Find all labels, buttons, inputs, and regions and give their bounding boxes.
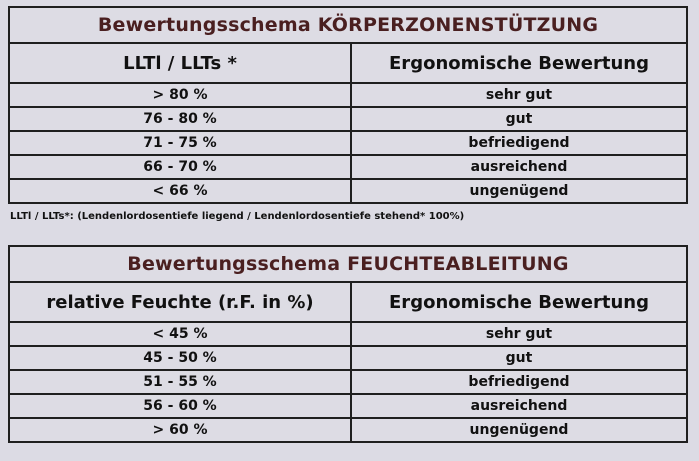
table-row — [10, 179, 686, 202]
column-header-rating: Ergonomische Bewertung — [389, 291, 649, 313]
rating-cell: ungenügend — [351, 418, 686, 441]
range-cell: 76 - 80 % — [10, 107, 351, 131]
range-cell: > 60 % — [10, 418, 351, 441]
rating-cell: ausreichend — [351, 394, 686, 418]
footnote: LLTl / LLTs*: (Lendenlordosentiefe liegend / Lendenlordosentiefe stehend* 100%) — [10, 211, 465, 222]
column-header-humidity: relative Feuchte (r.F. in %) — [10, 283, 351, 322]
table-header-row — [10, 44, 686, 83]
rating-cell: ausreichend — [351, 155, 686, 179]
rating-cell: sehr gut — [351, 322, 686, 346]
table-row — [10, 394, 686, 418]
range-cell: > 80 % — [10, 83, 351, 107]
column-header-ratio: LLTl / LLTs * — [10, 44, 351, 83]
range-cell: 66 - 70 % — [10, 155, 351, 179]
rating-cell: gut — [351, 107, 686, 131]
range-cell: < 45 % — [10, 322, 351, 346]
table-title: Bewertungsschema KÖRPERZONENSTÜTZUNG — [10, 8, 686, 44]
rating-table — [10, 283, 686, 441]
rating-cell: befriedigend — [351, 370, 686, 394]
rating-cell: sehr gut — [351, 83, 686, 107]
table-header-row — [10, 283, 686, 322]
table-row — [10, 322, 686, 346]
table-row — [10, 370, 686, 394]
table-row — [10, 107, 686, 131]
range-cell: < 66 % — [10, 179, 351, 202]
table-koerperzonenstuetzung — [8, 6, 688, 204]
range-cell: 45 - 50 % — [10, 346, 351, 370]
table-title: Bewertungsschema FEUCHTEABLEITUNG — [10, 247, 686, 283]
range-cell: 71 - 75 % — [10, 131, 351, 155]
table-row — [10, 346, 686, 370]
range-cell: 56 - 60 % — [10, 394, 351, 418]
rating-table — [10, 44, 686, 202]
rating-cell: befriedigend — [351, 131, 686, 155]
table-row — [10, 83, 686, 107]
table-row — [10, 131, 686, 155]
rating-cell: ungenügend — [351, 179, 686, 202]
table-row — [10, 155, 686, 179]
table-feuchteableitung — [8, 245, 688, 443]
column-header-rating: Ergonomische Bewertung — [389, 52, 649, 74]
table-row — [10, 418, 686, 441]
rating-cell: gut — [351, 346, 686, 370]
range-cell: 51 - 55 % — [10, 370, 351, 394]
